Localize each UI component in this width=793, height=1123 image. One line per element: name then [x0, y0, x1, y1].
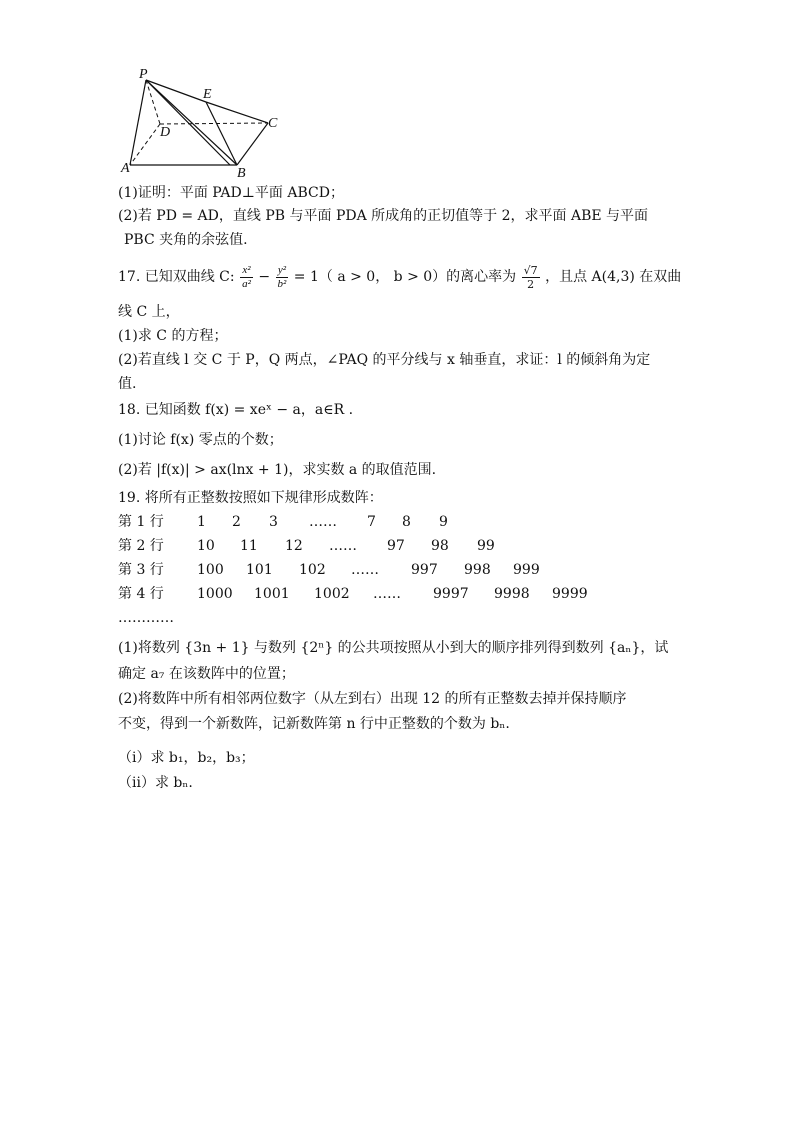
row-label: 第 2 行	[118, 538, 164, 554]
q17-intro-a: 已知双曲线 C:	[144, 269, 235, 285]
q17-intro: 17. 已知双曲线 C: $\frac{\text{x²}}{\text{a²}}$ − $\frac{\text{y²}}{\text{b²}}$ = 1（ a > 0， b > 0）的离心率为 $\frac{√7}{2}$ ，且点 A(4,3) 在双曲	[118, 263, 682, 291]
q16-part1: (1)证明：平面 PAD⊥平面 ABCD；	[118, 185, 344, 201]
label-a: A	[121, 161, 130, 176]
q16-part2-line1: (2)若 PD = AD，直线 PB 与平面 PDA 所成角的正切值等于 2，求平面 ABE 与平面	[118, 208, 649, 224]
q17-part1: (1)求 C 的方程；	[118, 328, 228, 344]
q19-part1-line2: 确定 a₇ 在该数阵中的位置；	[118, 666, 295, 682]
q19-sub-ii: （ii）求 bₙ.	[118, 775, 193, 791]
q18-part1: (1)讨论 f(x) 零点的个数；	[118, 432, 283, 448]
label-c: C	[268, 116, 278, 131]
q18-intro: 18. 已知函数 f(x) = xeˣ − a，a∈R .	[118, 402, 354, 418]
q19-part2-line1: (2)将数阵中所有相邻两位数字（从左到右）出现 12 的所有正整数去掉并保持顺序	[118, 691, 627, 707]
label-p: P	[139, 67, 148, 82]
q19-part2-line2: 不变，得到一个新数阵，记新数阵第 n 行中正整数的个数为 bₙ.	[118, 716, 510, 732]
q18-part2: (2)若 |f(x)| > ax(lnx + 1)，求实数 a 的取值范围.	[118, 462, 437, 478]
eq-y-frac: $\frac{\text{y²}}{\text{b²}}$	[277, 263, 287, 290]
q17-part2-line1: (2)若直线 l 交 C 于 P，Q 两点，∠PAQ 的平分线与 x 轴垂直，求证：l 的倾斜角为定	[118, 352, 651, 368]
q16-part2-line2: PBC 夹角的余弦值.	[124, 232, 248, 248]
label-e: E	[203, 87, 212, 102]
q17-number: 17.	[118, 269, 141, 285]
row-label: 第 1 行	[118, 514, 164, 530]
pyramid-figure	[0, 0, 793, 180]
q17-part2-line2: 值.	[118, 376, 137, 392]
label-b: B	[237, 166, 246, 180]
q17-intro-c: ，且点 A(4,3) 在双曲	[545, 269, 682, 285]
q19-intro: 19. 将所有正整数按照如下规律形成数阵：	[118, 490, 383, 506]
q17-line2: 线 C 上，	[118, 304, 180, 320]
row-label: 第 4 行	[118, 586, 164, 602]
label-d: D	[160, 125, 171, 140]
matrix-ellipsis: …………	[118, 610, 174, 626]
q17-intro-b: = 1（ a > 0， b > 0）的离心率为	[293, 269, 517, 285]
q19-part1-line1: (1)将数列 {3n + 1} 与数列 {2ⁿ} 的公共项按照从小到大的顺序排列得到数列 {aₙ}，试	[118, 640, 669, 656]
q19-sub-i: （i）求 b₁，b₂，b₃；	[118, 750, 255, 766]
ecc-frac: $\frac{√7}{2}$	[523, 263, 538, 291]
eq-x-frac: $\frac{\text{x²}}{\text{a²}}$	[242, 263, 251, 290]
row-label: 第 3 行	[118, 562, 164, 578]
